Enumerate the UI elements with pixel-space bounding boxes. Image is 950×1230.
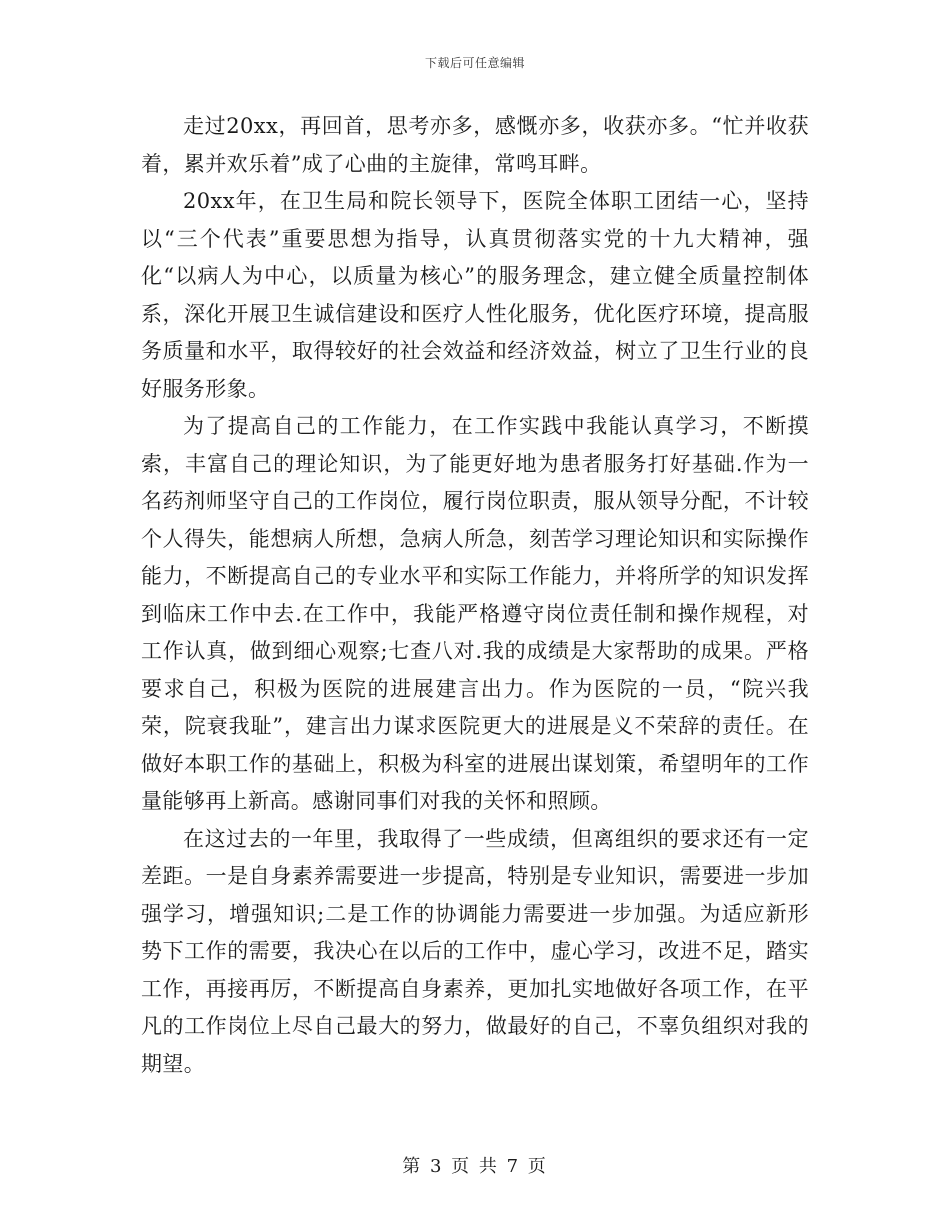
paragraph-2: 20xx年，在卫生局和院长领导下，医院全体职工团结一心，坚持以“三个代表”重要思想为指导，认真贯彻落实党的十九大精神，强化“以病人为中心，以质量为核心”的服务理念，建立健全质量控制体系，深化开展卫生诚信建设和医疗人性化服务，优化医疗环境，提高服务质量和水平，取得较好的社会效益和经济效益，树立了卫生行业的良好服务形象。 (141, 189, 809, 401)
paragraph-1: 走过20xx，再回首，思考亦多，感慨亦多，收获亦多。“忙并收获着，累并欢乐着”成了心曲的主旋律，常鸣耳畔。 (141, 114, 809, 176)
page-number-footer: 第 3 页 共 7 页 (402, 1156, 548, 1177)
paragraph-4: 在这过去的一年里，我取得了一些成绩，但离组织的要求还有一定差距。一是自身素养需要进一步提高，特别是专业知识，需要进一步加强学习，增强知识;二是工作的协调能力需要进一步加强。为适应新形势下工作的需要，我决心在以后的工作中，虚心学习，改进不足，踏实工作，再接再厉，不断提高自身素养，更加扎实地做好各项工作，在平凡的工作岗位上尽自己最大的努力，做最好的自己，不辜负组织对我的期望。 (141, 826, 809, 1076)
page-header: 下载后可任意编辑 (424, 56, 525, 70)
paragraph-3: 为了提高自己的工作能力，在工作实践中我能认真学习，不断摸索，丰富自己的理论知识，为了能更好地为患者服务打好基础.作为一名药剂师坚守自己的工作岗位，履行岗位职责，服从领导分配，不计较个人得失，能想病人所想，急病人所急，刻苦学习理论知识和实际操作能力，不断提高自己的专业水平和实际工作能力，并将所学的知识发挥到临床工作中去.在工作中，我能严格遵守岗位责任制和操作规程，对工作认真，做到细心观察;七查八对.我的成绩是大家帮助的成果。严格要求自己，积极为医院的进展建言出力。作为医院的一员，“院兴我荣，院衰我耻”，建言出力谋求医院更大的进展是义不荣辞的责任。在做好本职工作的基础上，积极为科室的进展出谋划策，希望明年的工作量能够再上新高。感谢同事们对我的关怀和照顾。 (141, 414, 809, 813)
document-body (141, 108, 809, 1083)
